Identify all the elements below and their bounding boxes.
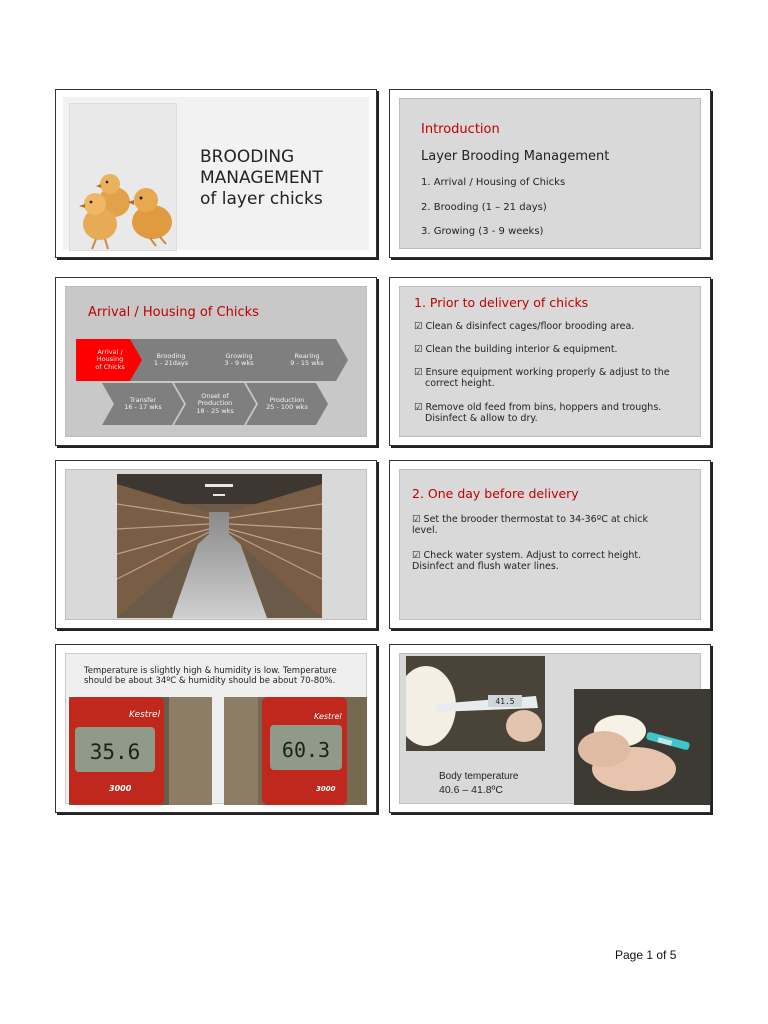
note-line-2: should be about 34ºC & humidity should be about 70-80%. [84, 676, 336, 686]
list-item: 1. Arrival / Housing of Chicks [421, 177, 566, 188]
stage-label: 3 - 9 wks [224, 359, 254, 367]
slide-day-before-panel [399, 469, 701, 620]
list-item: 2. Brooding (1 – 21 days) [421, 202, 547, 213]
check-item: ☑ Set the brooder thermostat to 34-36ºC at chick [412, 514, 649, 525]
process-stage [102, 383, 184, 425]
stage-label: Arrival / [97, 347, 123, 356]
title-line-3: of layer chicks [200, 189, 323, 209]
slide-subheading: Layer Brooding Management [421, 149, 610, 164]
check-item-cont: Disinfect & allow to dry. [425, 413, 538, 424]
caption-line-2: 40.6 – 41.8ºC [439, 784, 503, 796]
check-item-cont: correct height. [425, 378, 495, 389]
stage-label: 16 - 17 wks [124, 403, 162, 411]
process-stage [266, 339, 348, 381]
slide-heading: 1. Prior to delivery of chicks [414, 295, 589, 310]
stage-label: 9 - 15 wks [290, 359, 324, 367]
stage-label: 25 - 100 wks [266, 403, 308, 411]
stage-label: Housing [96, 355, 124, 364]
slide-title-text [200, 147, 323, 210]
meter-model: 3000 [316, 785, 336, 793]
slide-heading: 2. One day before delivery [412, 486, 579, 501]
check-item-cont: Disinfect and flush water lines. [412, 561, 559, 572]
slide-title [55, 89, 377, 258]
slide-introduction [389, 89, 711, 258]
slide-body-temperature [389, 644, 711, 813]
title-line-2: MANAGEMENT [200, 168, 323, 188]
check-item: ☑ Check water system. Adjust to correct height. [412, 550, 642, 561]
slide-note [84, 666, 354, 686]
slide-arrival-panel [65, 286, 367, 437]
slide-title-panel [63, 97, 369, 250]
slide-cage-house-photo [55, 460, 377, 629]
process-stage [174, 383, 256, 425]
slide-temp-panel [65, 653, 367, 804]
title-line-1: BROODING [200, 147, 295, 167]
meter-brand: Kestrel [314, 712, 342, 721]
slide-temperature-humidity [55, 644, 377, 813]
check-item: ☑ Remove old feed from bins, hoppers and troughs. [414, 402, 662, 413]
humidity-meter-photo [224, 697, 367, 805]
list-item: 3. Growing (3 - 9 weeks) [421, 226, 544, 237]
slide-day-before [389, 460, 711, 629]
slide-introduction-panel [399, 98, 701, 249]
caption-line-1: Body temperature [439, 771, 519, 782]
process-stage [246, 383, 328, 425]
chicks-image [69, 103, 177, 251]
stage-label: Production [197, 399, 233, 408]
slide-photo-panel [65, 469, 367, 620]
stage-label: Brooding [156, 351, 186, 360]
stage-label: 1 - 21days [153, 359, 189, 367]
meter-reading: 35.6 [89, 740, 141, 764]
meter-reading: 60.3 [281, 738, 331, 762]
thermometer-reading: 41.5 [495, 697, 515, 706]
page-number: Page 1 of 5 [615, 948, 677, 962]
slide-body-temp-panel [399, 653, 701, 804]
stage-label: of Chicks [95, 362, 125, 371]
check-item-cont: level. [412, 525, 438, 536]
check-item: ☑ Ensure equipment working properly & adjust to the [414, 367, 670, 378]
slide-heading: Arrival / Housing of Chicks [88, 305, 259, 320]
stage-label: Rearing [294, 351, 320, 360]
temperature-meter-photo [69, 697, 212, 805]
cage-house-photo [117, 474, 322, 618]
chick-hand-photo [574, 689, 710, 805]
stage-label: Transfer [129, 395, 157, 404]
meter-brand: Kestrel [129, 710, 161, 720]
stage-label: Production [269, 395, 305, 404]
check-item: ☑ Clean the building interior & equipment. [414, 344, 618, 355]
slide-prior-delivery [389, 277, 711, 446]
stage-label: 18 - 25 wks [196, 406, 234, 415]
stage-label: Growing [225, 351, 253, 360]
stage-label: Onset of [201, 391, 229, 400]
check-item: ☑ Clean & disinfect cages/floor brooding area. [414, 321, 635, 332]
meter-model: 3000 [109, 784, 132, 793]
slide-heading: Introduction [421, 122, 500, 137]
note-line-1: Temperature is slightly high & humidity is low. Temperature [84, 666, 337, 676]
slide-arrival-housing [55, 277, 377, 446]
slide-prior-panel [399, 286, 701, 437]
thermometer-chick-photo [406, 656, 545, 751]
